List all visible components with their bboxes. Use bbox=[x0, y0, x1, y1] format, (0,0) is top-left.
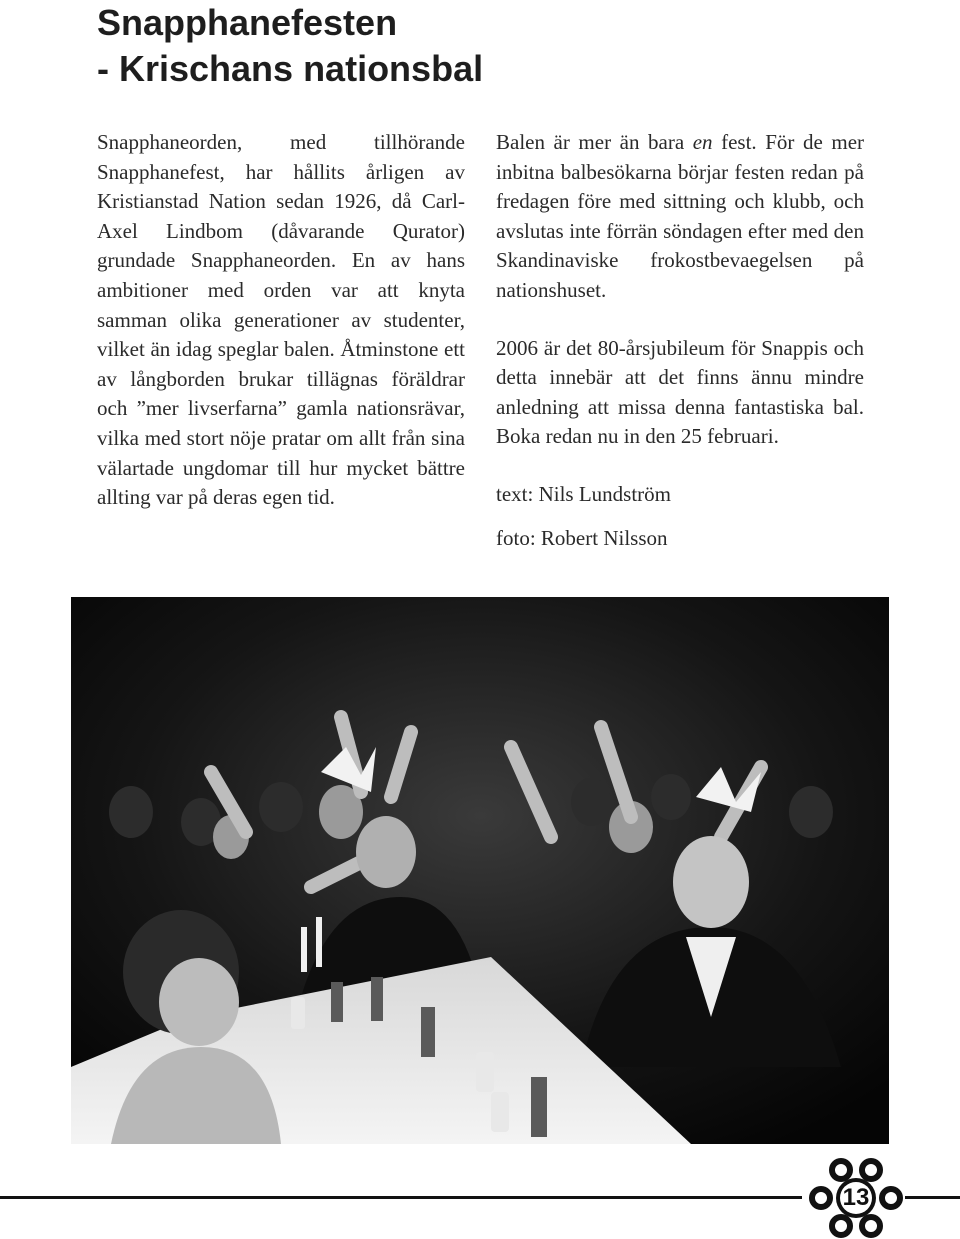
ball-photo bbox=[71, 597, 889, 1144]
page-number: 13 bbox=[842, 1184, 870, 1211]
title-line-1: Snapphanefesten bbox=[97, 2, 398, 43]
text-credit: text: Nils Lundström bbox=[496, 481, 671, 506]
left-paragraph: Snapphaneorden, med tillhörande Snapphanefest, har hållits årligen av Kristianstad Nation sedan 1926, då Carl-Axel Lindbom (dåvarande Qurator) grundade Snapphaneorden. En av hans ambitioner med orden var att knyta samman olika generationer av studenter, vilket än idag speglar balen. Åtminstone ett av långborden brukar tillägnas föräldrar och ”mer livserfarna” gamla nationsrävar, vilka med stort nöje pratar om allt från sina välartade ungdomar till hur mycket bättre allting var på deras egen tid. bbox=[97, 130, 465, 510]
footer-rule-left bbox=[0, 1196, 802, 1199]
footer-rule-right bbox=[905, 1196, 960, 1199]
right-p1-start: Balen är mer än bara bbox=[496, 130, 693, 154]
left-column bbox=[97, 128, 465, 513]
right-paragraph-2: 2006 är det 80-årsjubileum för Snappis och detta innebär att det finns ännu mindre anledning att missa denna fantastiska bal. Boka redan nu in den 25 februari. bbox=[496, 335, 864, 449]
ball-photo-illustration bbox=[71, 597, 889, 1144]
right-column bbox=[496, 128, 864, 553]
right-p1-rest: fest. För de mer inbitna balbesökarna börjar festen redan på fredagen före med sittning och klubb, och avslutas inte förrän söndagen efter med den Skandinaviske frokostbevaegelsen på nationshuset. bbox=[496, 130, 865, 302]
photo-credit: foto: Robert Nilsson bbox=[496, 525, 668, 550]
title-line-2: - Krischans nationsbal bbox=[97, 48, 484, 89]
right-p1-emphasis: en bbox=[692, 130, 713, 154]
right-paragraph-1 bbox=[496, 128, 864, 306]
page-title bbox=[97, 0, 857, 92]
